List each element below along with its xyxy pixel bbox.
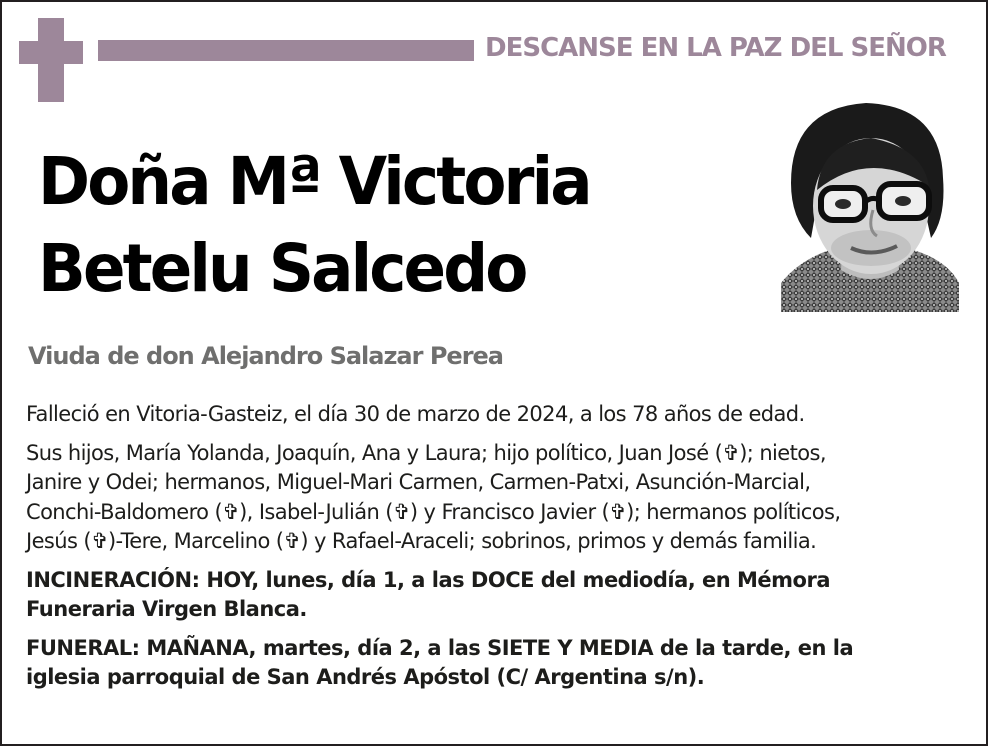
family-line: Sus hijos, María Yolanda, Joaquín, Ana y Laura; hijo político, Juan José (✞); nietos,	[26, 440, 826, 465]
deceased-name	[38, 138, 703, 312]
family-line: Conchi-Baldomero (✞), Isabel-Julián (✞) y Francisco Javier (✞); hermanos políticos,	[26, 499, 841, 524]
funeral-line: FUNERAL: MAÑANA, martes, día 2, a las SIETE Y MEDIA de la tarde, en la	[26, 635, 854, 660]
funeral-notice	[26, 634, 976, 693]
header-rule	[98, 40, 474, 61]
header-title: DESCANSE EN LA PAZ DEL SEÑOR	[485, 33, 946, 63]
notice-body	[26, 400, 976, 702]
family-list	[26, 439, 976, 557]
cremation-line: INCINERACIÓN: HOY, lunes, día 1, a las DOCE del mediodía, en Mémora	[26, 567, 831, 592]
cross-icon-bar	[19, 41, 83, 64]
funeral-line: iglesia parroquial de San Andrés Apóstol (C/ Argentina s/n).	[26, 665, 705, 689]
deceased-name-line2: Betelu Salcedo	[38, 230, 526, 307]
deceased-name-line1: Doña Mª Victoria	[38, 143, 590, 220]
family-line: Jesús (✞)-Tere, Marcelino (✞) y Rafael-Araceli; sobrinos, primos y demás familia.	[26, 529, 817, 553]
widow-of-line: Viuda de don Alejandro Salazar Perea	[28, 342, 503, 370]
cremation-line: Funeraria Virgen Blanca.	[26, 597, 307, 621]
cremation-notice	[26, 566, 976, 625]
family-line: Janire y Odei; hermanos, Miguel-Mari Carmen, Carmen-Patxi, Asunción-Marcial,	[26, 470, 811, 494]
portrait-photo	[781, 98, 959, 312]
death-notice: Falleció en Vitoria-Gasteiz, el día 30 de marzo de 2024, a los 78 años de edad.	[26, 402, 805, 426]
